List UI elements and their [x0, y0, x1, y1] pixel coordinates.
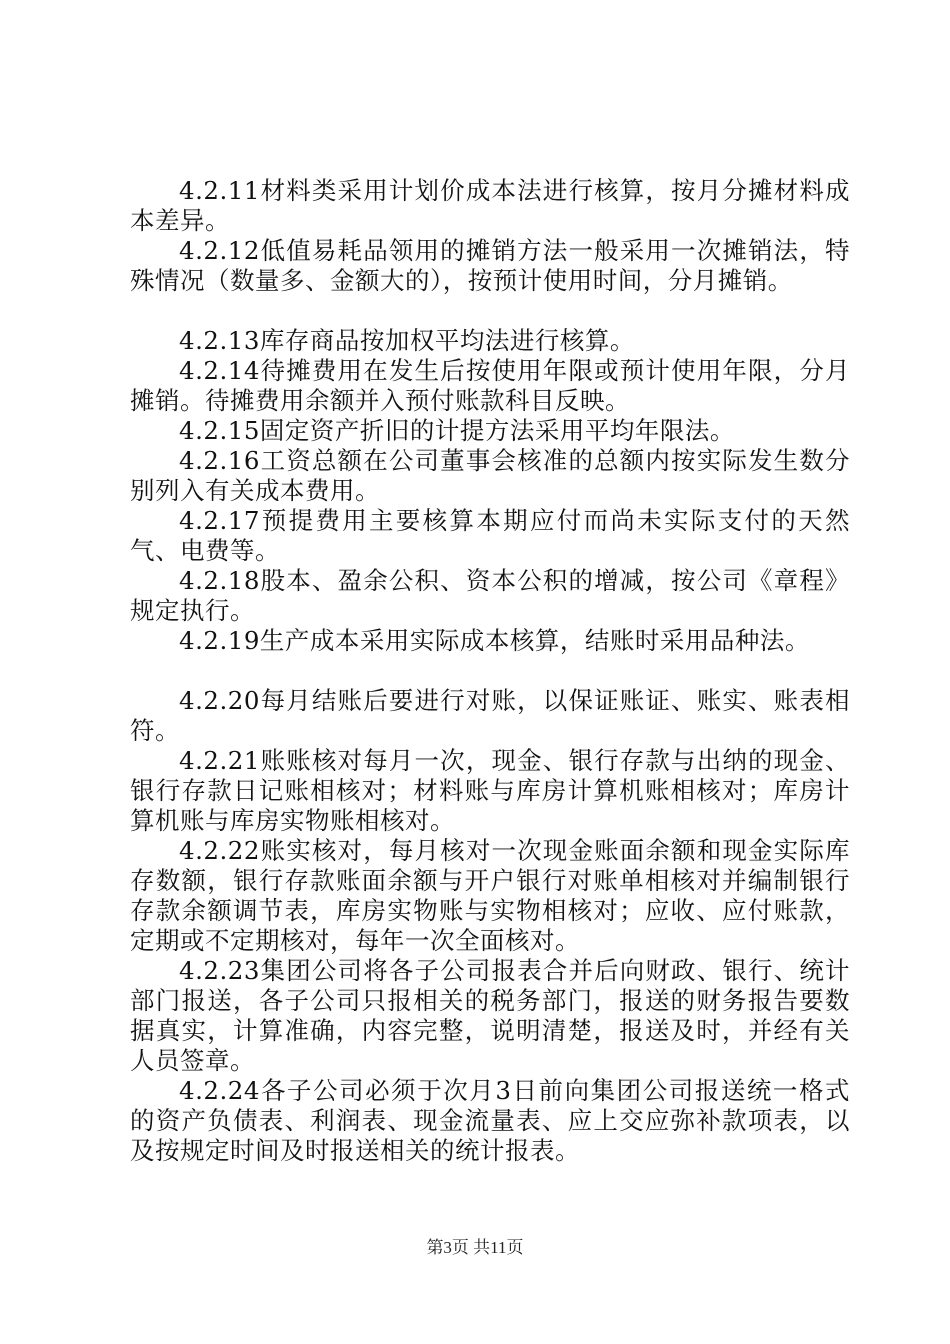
page-footer: 第3页 共11页 [426, 1238, 524, 1257]
paragraph: 4.2.15固定资产折旧的计提方法采用平均年限法。 [179, 416, 735, 445]
paragraph: 4.2.23集团公司将各子公司报表合并后向财政、银行、统计部门报送，各子公司只报相关的税务部门，报送的财务报告要数据真实，计算准确，内容完整，说明清楚，报送及时，并经有关人员签章。 [130, 956, 850, 1075]
paragraph: 4.2.13库存商品按加权平均法进行核算。 [179, 326, 635, 355]
paragraph: 4.2.11材料类采用计划价成本法进行核算，按月分摊材料成本差异。 [130, 176, 850, 235]
paragraph: 4.2.16工资总额在公司董事会核准的总额内按实际发生数分别列入有关成本费用。 [130, 446, 850, 505]
document-body [130, 176, 850, 1166]
paragraph: 4.2.18股本、盈余公积、资本公积的增减，按公司《章程》规定执行。 [130, 566, 850, 625]
paragraph-spacer [130, 656, 850, 686]
paragraph: 4.2.21账账核对每月一次，现金、银行存款与出纳的现金、银行存款日记账相核对；材料账与库房计算机账相核对；库房计算机账与库房实物账相核对。 [130, 746, 850, 835]
paragraph-spacer [130, 296, 850, 326]
paragraph: 4.2.24各子公司必须于次月3日前向集团公司报送统一格式的资产负债表、利润表、现金流量表、应上交应弥补款项表，以及按规定时间及时报送相关的统计报表。 [130, 1076, 850, 1165]
paragraph: 4.2.12低值易耗品领用的摊销方法一般采用一次摊销法，特殊情况（数量多、金额大的），按预计使用时间，分月摊销。 [130, 236, 850, 295]
paragraph: 4.2.14待摊费用在发生后按使用年限或预计使用年限，分月摊销。待摊费用余额并入预付账款科目反映。 [130, 356, 850, 415]
paragraph: 4.2.20每月结账后要进行对账，以保证账证、账实、账表相符。 [130, 686, 850, 745]
paragraph: 4.2.22账实核对，每月核对一次现金账面余额和现金实际库存数额，银行存款账面余额与开户银行对账单相核对并编制银行存款余额调节表，库房实物账与实物相核对；应收、应付账款，定期或不定期核对，每年一次全面核对。 [130, 836, 850, 955]
paragraph: 4.2.17预提费用主要核算本期应付而尚未实际支付的天然气、电费等。 [130, 506, 850, 565]
paragraph: 4.2.19生产成本采用实际成本核算，结账时采用品种法。 [179, 626, 810, 655]
